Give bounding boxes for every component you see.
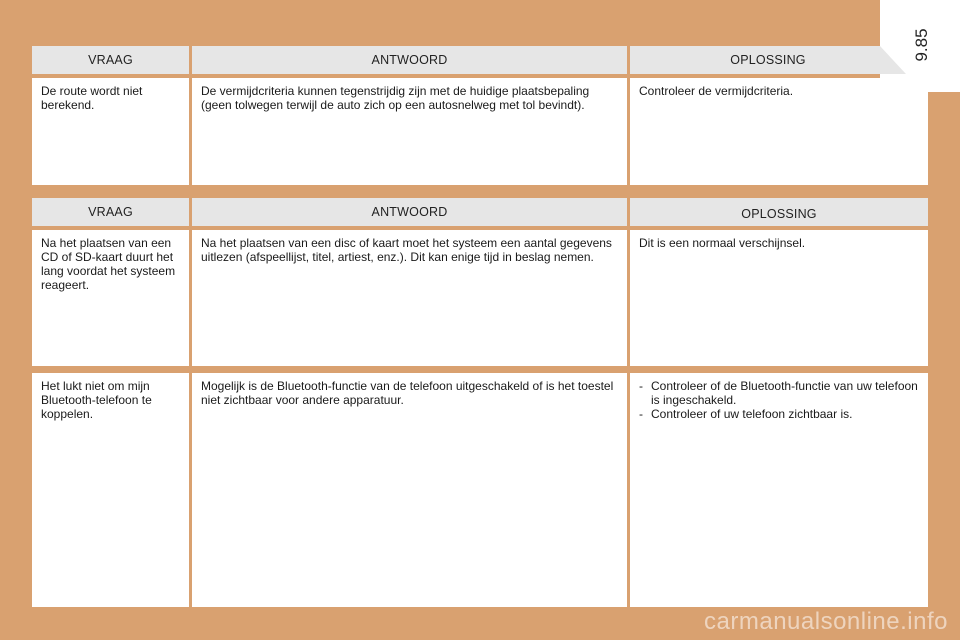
list-item: - Controleer of uw telefoon zichtbaar is. xyxy=(639,407,919,421)
page-number: 9.85 xyxy=(912,28,931,62)
header-oplossing-2: OPLOSSING xyxy=(630,198,928,226)
header-vraag: VRAAG xyxy=(32,46,189,74)
answer-cell: De vermijdcriteria kunnen tegenstrijdig zijn met de huidige plaatsbepaling (geen tolwegen terwijl de auto zich op een autosnelweg met tol bevindt). xyxy=(192,78,627,185)
solution-list xyxy=(639,379,919,421)
question-cell: De route wordt niet berekend. xyxy=(32,78,189,185)
question-cell: Na het plaatsen van een CD of SD-kaart duurt het lang voordat het systeem reageert. xyxy=(32,230,189,366)
list-item: - Controleer of de Bluetooth-functie van uw telefoon is ingeschakeld. xyxy=(639,379,919,407)
answer-cell: Na het plaatsen van een disc of kaart moet het systeem een aantal gegevens uitlezen (afspeellijst, titel, artiest, enz.). Dit kan enige tijd in beslag nemen. xyxy=(192,230,627,366)
solution-cell: Controleer de vermijdcriteria. xyxy=(630,78,928,185)
header-vraag-2: VRAAG xyxy=(32,198,189,226)
question-cell: Het lukt niet om mijn Bluetooth-telefoon te koppelen. xyxy=(32,373,189,607)
header-antwoord: ANTWOORD xyxy=(192,46,627,74)
header-oplossing: OPLOSSING xyxy=(730,53,806,67)
answer-cell: Mogelijk is de Bluetooth-functie van de telefoon uitgeschakeld of is het toestel niet zichtbaar voor andere apparatuur. xyxy=(192,373,627,607)
watermark: carmanualsonline.info xyxy=(704,608,948,635)
solution-cell: Dit is een normaal verschijnsel. xyxy=(630,230,928,366)
header-antwoord-2: ANTWOORD xyxy=(192,198,627,226)
solution-cell xyxy=(630,373,928,607)
